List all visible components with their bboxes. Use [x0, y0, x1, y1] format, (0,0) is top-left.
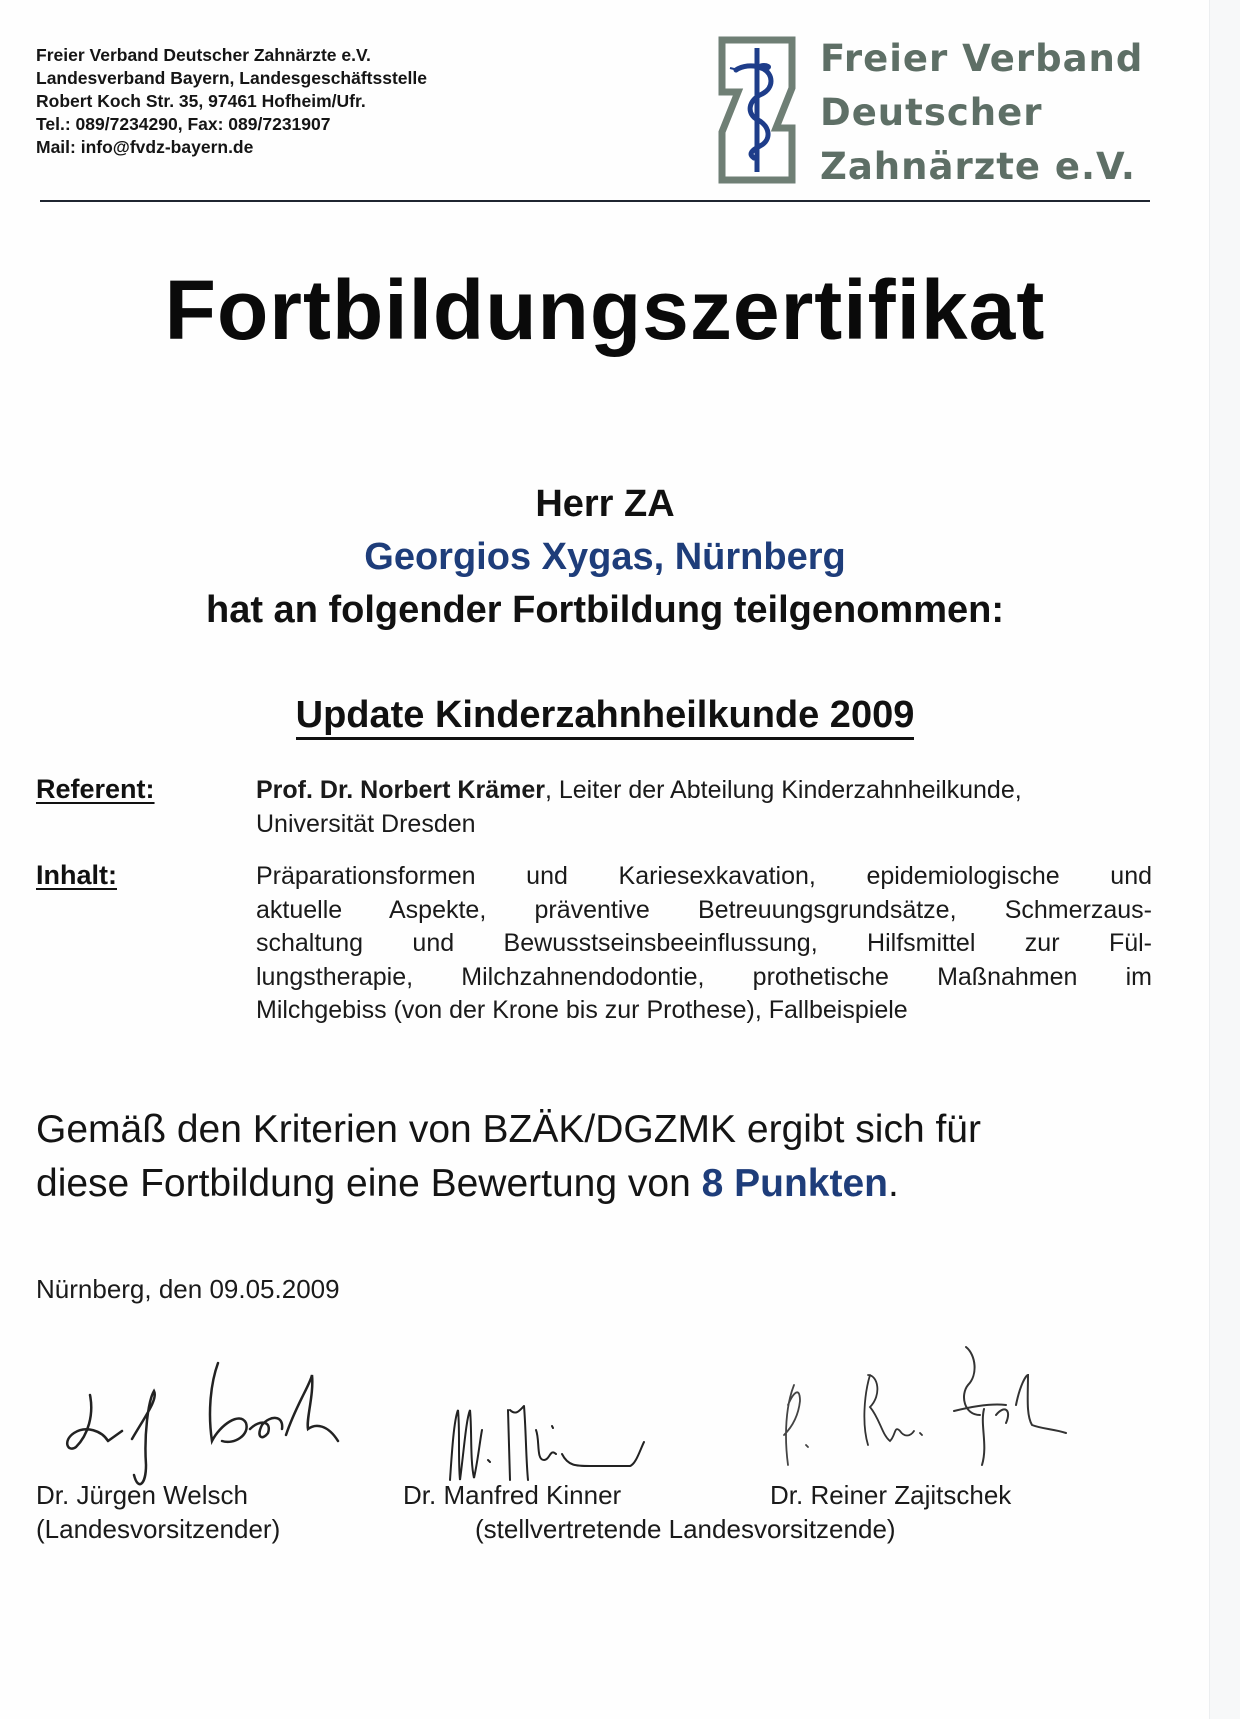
course-title-text: Update Kinderzahnheilkunde 2009	[296, 694, 915, 740]
signatory-name-zajitschek: Dr. Reiner Zajitschek	[770, 1480, 1012, 1510]
points-value: 8 Punkten	[701, 1162, 888, 1205]
points-line-2-suffix: .	[887, 1162, 899, 1205]
signature-welsch	[50, 1345, 380, 1495]
address-line-phone: Tel.: 089/7234290, Fax: 089/7231907	[36, 114, 331, 134]
address-line-mail: Mail: info@fvdz-bayern.de	[36, 137, 254, 157]
speaker-position: , Leiter der Abteilung Kinderzahnheilkunde,	[544, 776, 1022, 804]
content-line: lungstherapie, Milchzahnendodontie, prothetische Maßnahmen im	[256, 962, 1152, 991]
logo-wordmark	[820, 32, 1143, 194]
address-line-street: Robert Koch Str. 35, 97461 Hofheim/Ufr.	[36, 91, 366, 111]
content-line: Milchgebiss (von der Krone bis zur Prothese), Fallbeispiele	[256, 996, 908, 1024]
points-statement	[36, 1103, 981, 1211]
signature-kinner	[440, 1370, 690, 1490]
signature-zajitschek	[770, 1345, 1100, 1475]
points-line-1: Gemäß den Kriterien von BZÄK/DGZMK ergibt sich für	[36, 1108, 981, 1151]
course-title	[0, 694, 1210, 737]
speaker-affiliation: Universität Dresden	[256, 809, 476, 838]
content-value	[256, 860, 1152, 1028]
address-line-branch: Landesverband Bayern, Landesgeschäftsstelle	[36, 68, 427, 88]
deputy-role: (stellvertretende Landesvorsitzende)	[475, 1514, 896, 1544]
speaker-value	[256, 774, 1152, 841]
content-line: aktuelle Aspekte, präventive Betreuungsgrundsätze, Schmerzaus-	[256, 895, 1152, 924]
place-date: Nürnberg, den 09.05.2009	[36, 1274, 340, 1304]
rod-of-asclepius-icon	[718, 36, 798, 184]
speaker-label: Referent:	[36, 774, 155, 804]
address-line-org: Freier Verband Deutscher Zahnärzte e.V.	[36, 45, 371, 65]
scan-edge	[1209, 0, 1240, 1719]
signatory-name-welsch: Dr. Jürgen Welsch	[36, 1480, 248, 1510]
logo-line-1: Freier Verband	[820, 37, 1144, 80]
content-line: Präparationsformen und Kariesexkavation, epidemiologische und	[256, 862, 1152, 890]
header-divider	[40, 200, 1150, 202]
content-label: Inhalt:	[36, 860, 117, 890]
participation-text: hat an folgender Fortbildung teilgenommen:	[206, 589, 1004, 631]
signatory-name-kinner: Dr. Manfred Kinner	[403, 1480, 622, 1510]
certificate-title: Fortbildungszertifikat	[164, 263, 1046, 357]
logo-line-2: Deutscher	[820, 91, 1043, 134]
recipient-name: Georgios Xygas, Nürnberg	[364, 536, 846, 578]
sender-address	[36, 44, 427, 159]
logo-line-3: Zahnärzte e.V.	[820, 145, 1136, 188]
speaker-name: Prof. Dr. Norbert Krämer	[256, 776, 545, 804]
fvdz-logo	[718, 36, 1148, 188]
points-line-2-prefix: diese Fortbildung eine Bewertung von	[36, 1162, 702, 1205]
signatory-role-welsch: (Landesvorsitzender)	[36, 1514, 281, 1544]
content-line: schaltung und Bewusstseinsbeeinflussung, Hilfsmittel zur Fül-	[256, 929, 1152, 957]
salutation: Herr ZA	[535, 483, 675, 525]
